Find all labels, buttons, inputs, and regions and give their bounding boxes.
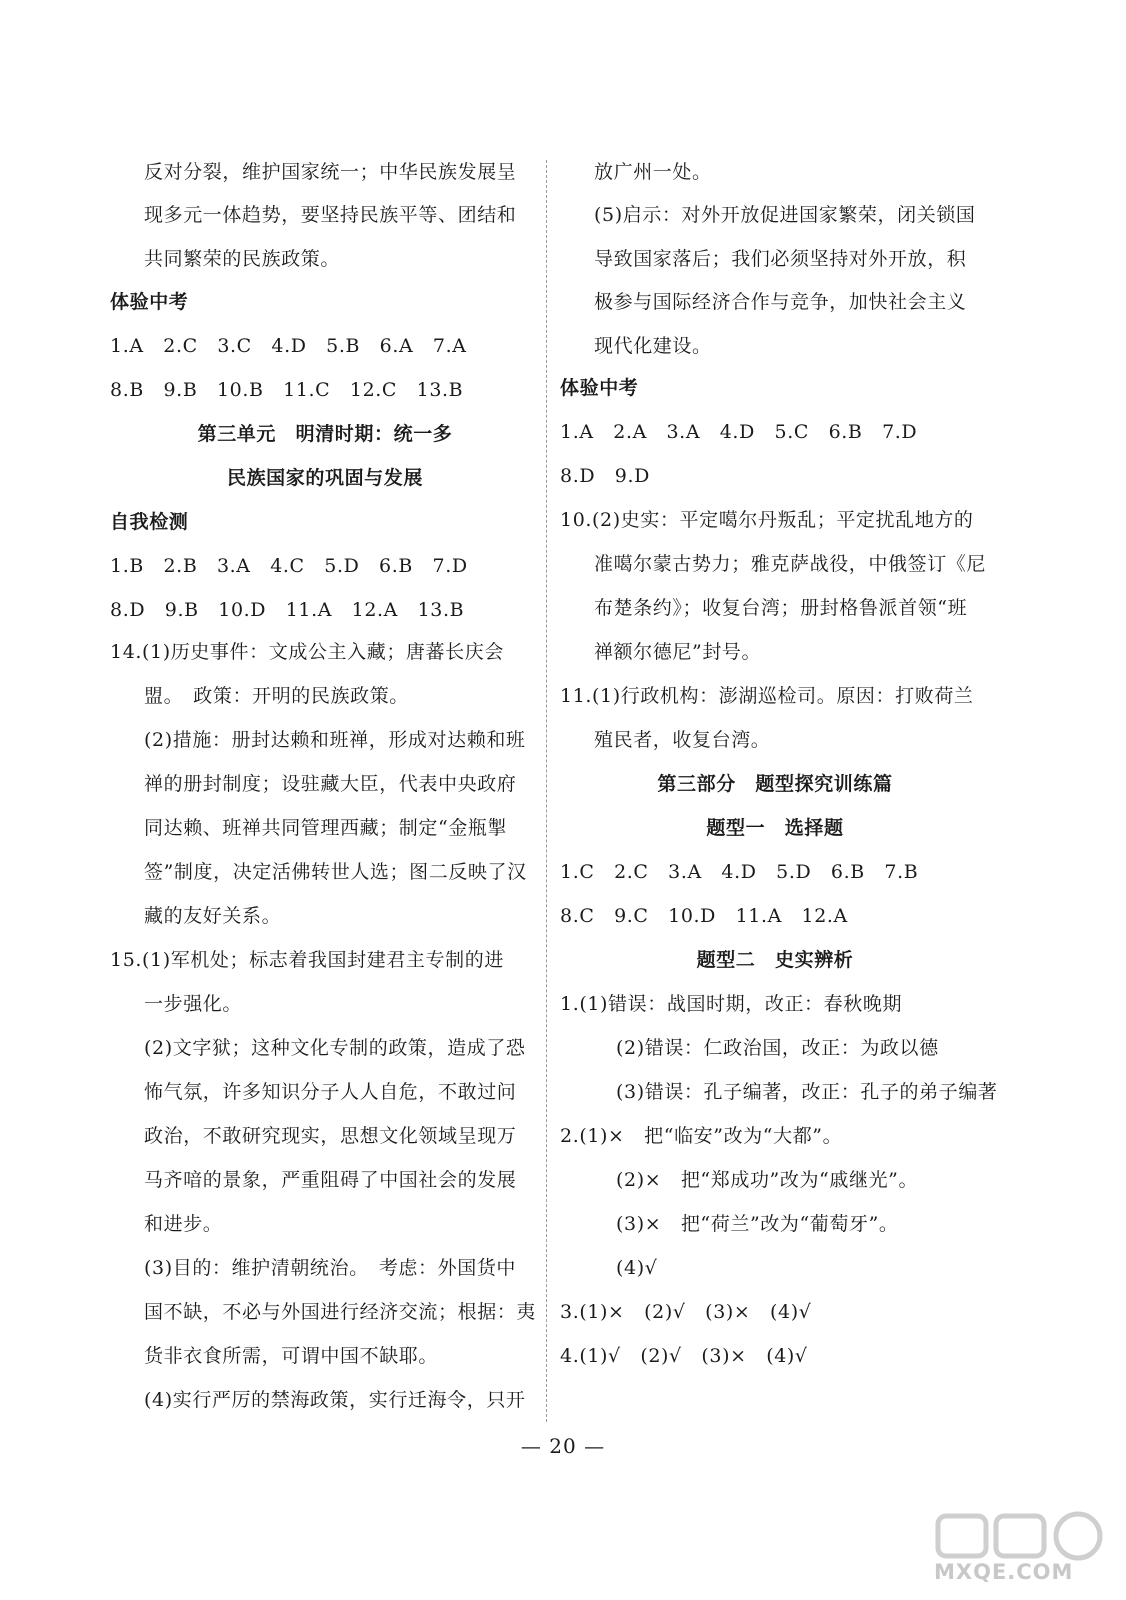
text-line: 共同繁荣的民族政策。 [144, 248, 341, 270]
text-line: 怖气氛，许多知识分子人人自危，不敢过问 [144, 1081, 517, 1103]
text-line: 放广州一处。 [594, 161, 712, 183]
text-line: 15.(1)军机处；标志着我国封建君主专制的进 [110, 949, 504, 971]
text-line: (2)文字狱；这种文化专制的政策，造成了恐 [144, 1037, 526, 1059]
text-line: (3)目的：维护清朝统治。 考虑：外国货中 [144, 1257, 517, 1279]
section-heading: 题型二 史实辨析 [696, 949, 854, 971]
text-line: 和进步。 [144, 1213, 223, 1235]
column-divider [546, 160, 547, 1422]
text-line: (4)实行严厉的禁海政策，实行迁海令，只开 [144, 1389, 526, 1411]
text-line: 8.D 9.B 10.D 11.A 12.A 13.B [110, 599, 465, 621]
text-line: 现多元一体趋势，要坚持民族平等、团结和 [144, 204, 517, 226]
text-line: 布楚条约》；收复台湾；册封格鲁派首领“班 [594, 597, 968, 619]
watermark-text: MXQE.COM [934, 1560, 1074, 1584]
text-line: (3)错误：孔子编著，改正：孔子的弟子编著 [616, 1081, 998, 1103]
text-line: (2)× 把“郑成功”改为“戚继光”。 [616, 1169, 919, 1191]
text-line: 准噶尔蒙古势力；雅克萨战役，中俄签订《尼 [594, 553, 987, 575]
text-line: 10.(2)史实：平定噶尔丹叛乱；平定扰乱地方的 [560, 509, 974, 531]
text-line: 禅的册封制度；设驻藏大臣，代表中央政府 [144, 773, 517, 795]
text-line: 2.(1)× 把“临安”改为“大都”。 [560, 1125, 843, 1147]
text-line: 14.(1)历史事件：文成公主入藏；唐蕃长庆会 [110, 641, 504, 663]
section-heading: 民族国家的巩固与发展 [226, 467, 423, 489]
text-line: 货非衣食所需，可谓中国不缺耶。 [144, 1345, 439, 1367]
text-line: 1.A 2.C 3.C 4.D 5.B 6.A 7.A [110, 335, 467, 357]
text-line: 导致国家落后；我们必须坚持对外开放，积 [594, 248, 967, 270]
answer-site-logo-icon [930, 1508, 1110, 1568]
text-line: (2)错误：仁政治国，改正：为政以德 [616, 1037, 939, 1059]
section-heading: 体验中考 [560, 377, 639, 399]
text-line: 11.(1)行政机构：澎湖巡检司。原因：打败荷兰 [560, 685, 974, 707]
text-line: 反对分裂，维护国家统一；中华民族发展呈 [144, 161, 517, 183]
text-line: 1.A 2.A 3.A 4.D 5.C 6.B 7.D [560, 421, 918, 443]
text-line: 盟。 政策：开明的民族政策。 [144, 685, 409, 707]
section-heading: 题型一 选择题 [706, 817, 844, 839]
text-line: (4)√ [616, 1257, 658, 1279]
text-line: 8.B 9.B 10.B 11.C 12.C 13.B [110, 379, 464, 401]
text-line: 3.(1)× (2)√ (3)× (4)√ [560, 1301, 812, 1323]
text-line: 签”制度，决定活佛转世人选；图二反映了汉 [144, 861, 527, 883]
text-line: 国不缺，不必与外国进行经济交流；根据：夷 [144, 1301, 537, 1323]
text-line: (3)× 把“荷兰”改为“葡萄牙”。 [616, 1213, 899, 1235]
text-line: 同达赖、班禅共同管理西藏；制定“金瓶掣 [144, 817, 508, 839]
text-line: 1.C 2.C 3.A 4.D 5.D 6.B 7.B [560, 861, 919, 883]
text-line: 殖民者，收复台湾。 [594, 729, 771, 751]
text-line: (2)措施：册封达赖和班禅，形成对达赖和班 [144, 729, 526, 751]
text-line: 4.(1)√ (2)√ (3)× (4)√ [560, 1345, 808, 1367]
section-heading: 第三单元 明清时期：统一多 [197, 423, 453, 445]
text-line: 禅额尔德尼”封号。 [594, 641, 762, 663]
text-line: 一步强化。 [144, 993, 243, 1015]
section-heading: 第三部分 题型探究训练篇 [657, 773, 893, 795]
text-line: (5)启示：对外开放促进国家繁荣，闭关锁国 [594, 204, 976, 226]
watermark [930, 1508, 1110, 1588]
section-heading: 自我检测 [110, 511, 189, 533]
text-line: 1.B 2.B 3.A 4.C 5.D 6.B 7.D [110, 555, 468, 577]
text-line: 马齐喑的景象，严重阻碍了中国社会的发展 [144, 1169, 517, 1191]
page-number: — 20 — [520, 1434, 606, 1458]
text-line: 现代化建设。 [594, 335, 712, 357]
text-line: 政治，不敢研究现实，思想文化领域呈现万 [144, 1125, 517, 1147]
text-line: 极参与国际经济合作与竞争，加快社会主义 [594, 291, 967, 313]
text-line: 1.(1)错误：战国时期，改正：春秋晚期 [560, 993, 903, 1015]
section-heading: 体验中考 [110, 291, 189, 313]
text-line: 藏的友好关系。 [144, 905, 282, 927]
text-line: 8.C 9.C 10.D 11.A 12.A [560, 905, 848, 927]
text-line: 8.D 9.D [560, 465, 650, 487]
